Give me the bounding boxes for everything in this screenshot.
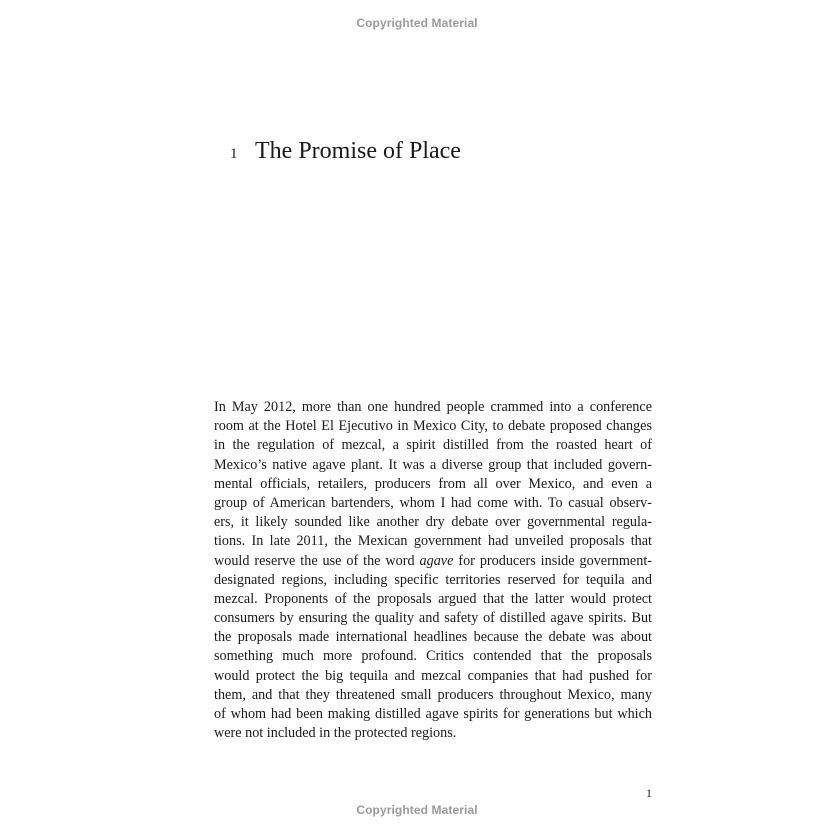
text-segment: for producers inside government- <box>453 552 652 569</box>
text-line: were not included in the protected regions. <box>214 725 457 742</box>
chapter-number: 1 <box>230 146 238 162</box>
chapter-title: The Promise of Place <box>255 138 461 164</box>
text-line: mezcal. Proponents of the proposals argued that the latter would protect <box>214 590 652 607</box>
page-number: 1 <box>646 786 652 800</box>
text-line: something much more profound. Critics contended that the proposals <box>214 648 652 665</box>
text-line: would protect the big tequila and mezcal companies that had pushed for <box>214 667 652 684</box>
text-line: consumers by ensuring the quality and safety of distilled agave spirits. But <box>214 610 652 627</box>
chapter-heading <box>230 138 461 165</box>
text-line: mental officials, retailers, producers from all over Mexico, and even a <box>214 475 652 492</box>
text-line-with-italic <box>214 552 652 571</box>
text-line: the proposals made international headlines because the debate was about <box>214 629 652 646</box>
text-line: them, and that they threatened small producers throughout Mexico, many <box>214 686 652 703</box>
text-line: ers, it likely sounded like another dry debate over governmental regula- <box>214 514 652 531</box>
text-line: of whom had been making distilled agave spirits for generations but which <box>214 706 652 722</box>
watermark-bottom: Copyrighted Material <box>356 803 478 817</box>
text-line: tions. In late 2011, the Mexican government had unveiled proposals that <box>214 533 652 550</box>
text-line: room at the Hotel El Ejecutivo in Mexico City, to debate proposed changes <box>214 418 652 435</box>
watermark-top: Copyrighted Material <box>356 16 478 30</box>
text-line: designated regions, including specific territories reserved for tequila and <box>214 571 652 588</box>
text-line: group of American bartenders, whom I had come with. To casual observ- <box>214 494 652 511</box>
italic-term: agave <box>419 552 454 569</box>
body-paragraph <box>214 398 652 743</box>
text-line: in the regulation of mezcal, a spirit distilled from the roasted heart of <box>214 437 652 454</box>
text-line: Mexico’s native agave plant. It was a diverse group that included govern- <box>214 456 652 473</box>
text-line: In May 2012, more than one hundred people crammed into a conference <box>214 399 652 415</box>
text-segment: would reserve the use of the word <box>214 552 420 569</box>
